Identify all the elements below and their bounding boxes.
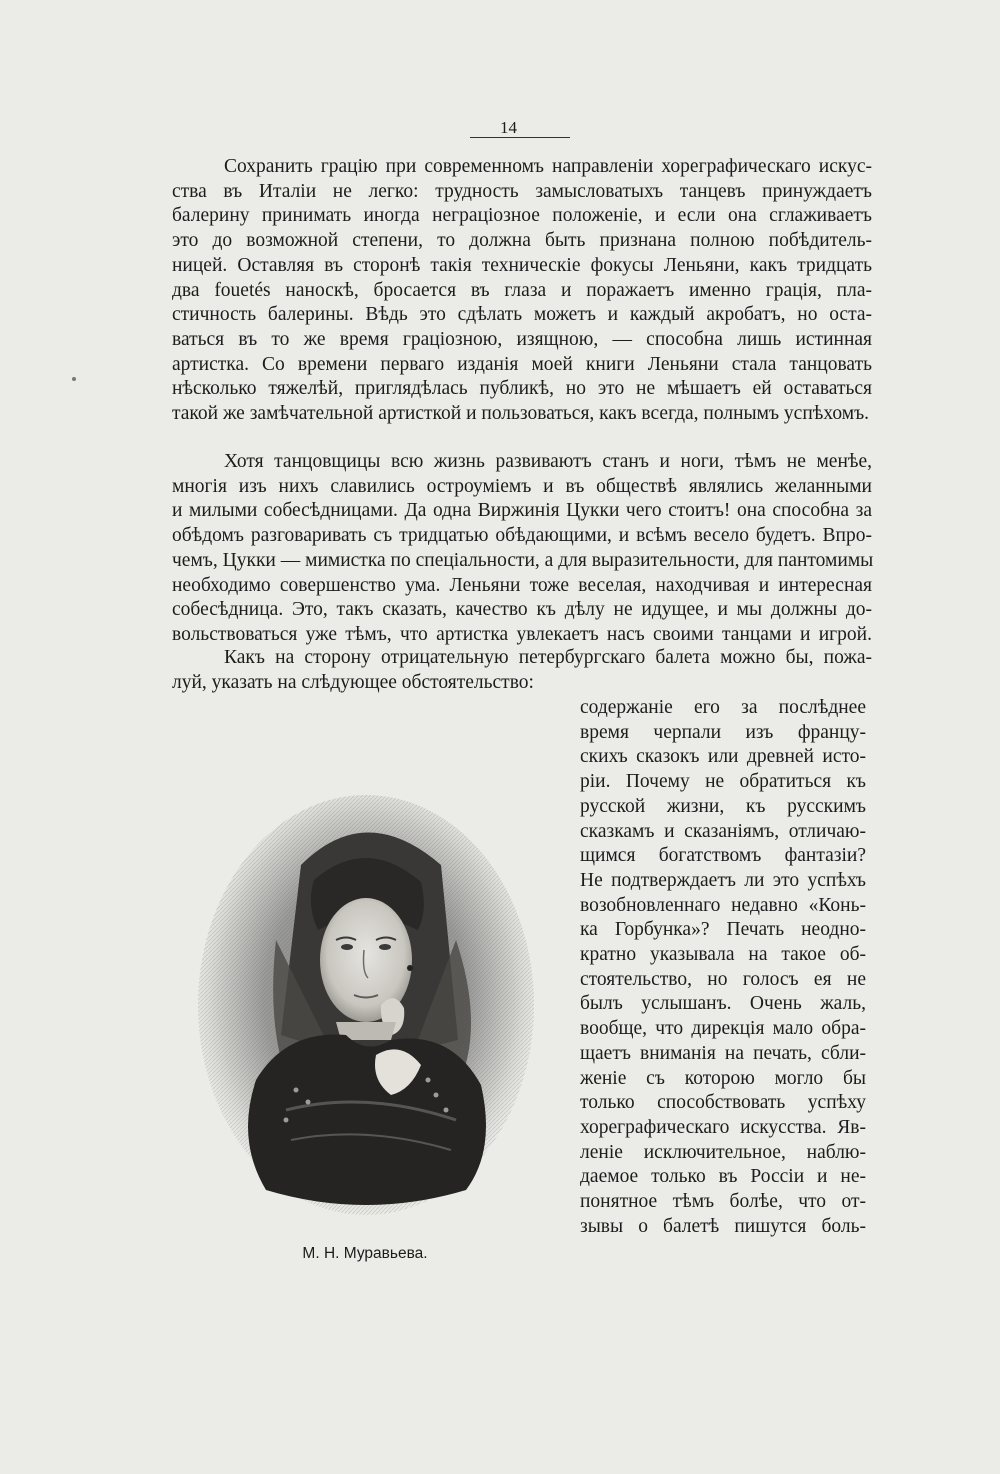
column-text — [580, 696, 866, 1239]
text-line: стоятельство, но голосъ ея не — [580, 968, 866, 990]
text-line: обѣдомъ разговаривать съ тридцатью обѣдающими, и всѣмъ весело будетъ. Впро- — [172, 525, 872, 547]
paragraph-3 — [172, 646, 872, 695]
text-line: два fouetés наноскѣ, бросается въ глаза и поражаетъ именно грація, пла- — [172, 279, 872, 301]
text-line: многія изъ нихъ славились остроуміемъ и въ обществѣ являлись желанными — [172, 475, 872, 497]
text-line: чемъ, Цукки — мимистка по спеціальности, а для выразительности, для пантомимы — [172, 549, 874, 571]
text-line: луй, указать на слѣдующее обстоятельство: — [172, 671, 534, 693]
text-line: зывы о балетѣ пишутся боль- — [580, 1215, 866, 1237]
text-line: время черпали изъ францу- — [580, 721, 866, 743]
text-line: возобновленнаго недавно «Конь- — [580, 894, 866, 916]
text-line: понятное тѣмъ болѣе, что от- — [580, 1191, 866, 1213]
text-line: ваться въ то же время граціозною, изящною, — способна лишь истинная — [172, 328, 872, 350]
text-line: вообще, что дирекція мало обра- — [580, 1018, 866, 1040]
text-line: необходимо совершенство ума. Леньяни тоже веселая, находчивая и интересная — [172, 574, 872, 596]
text-line: щимся богатствомъ фантазіи? — [580, 845, 866, 867]
paragraph-2 — [172, 450, 872, 648]
text-line: кратно указывала на такое об- — [580, 944, 866, 966]
text-line: нѣсколько тяжелѣй, приглядѣлась публикѣ, но это не мѣшаетъ ей оставаться — [172, 378, 872, 400]
text-line: былъ услышанъ. Очень жаль, — [580, 993, 866, 1015]
text-line: такой же замѣчательной артисткой и пользоваться, какъ всегда, полнымъ успѣхомъ. — [172, 403, 870, 425]
text-line: женіе съ которою могло бы — [580, 1067, 866, 1089]
text-line: Не подтверждаетъ ли это успѣхъ — [580, 869, 866, 891]
text-line: Какъ на сторону отрицательную петербургскаго балета можно бы, пожа- — [224, 647, 872, 668]
text-line: стичность балерины. Вѣдь это сдѣлать можетъ и каждый акробатъ, но оста- — [172, 304, 872, 326]
text-line: ства въ Италіи не легко: трудность замысловатыхъ танцевъ принуждаетъ — [172, 180, 872, 202]
text-line: скихъ сказокъ или древней исто- — [580, 746, 866, 768]
text-line: и милыми собесѣдницами. Да одна Виржинія Цукки чего стоитъ! она способна за — [172, 500, 872, 522]
text-line: даемое только въ Россіи и не- — [580, 1166, 866, 1188]
page-number-rule — [470, 137, 570, 138]
page-number: 14 — [500, 118, 517, 137]
paragraph-1 — [172, 155, 872, 427]
portrait-caption: М. Н. Муравьева. — [302, 1245, 428, 1262]
text-line: щаетъ вниманія на печать, сбли- — [580, 1042, 866, 1064]
text-line: Хотя танцовщицы всю жизнь развиваютъ станъ и ноги, тѣмъ не менѣе, — [224, 451, 872, 472]
text-line: вольствоваться уже тѣмъ, что артистка увлекаетъ насъ своими танцами и игрой. — [172, 623, 872, 645]
text-line: ка Горбунка»? Печать неодно- — [580, 919, 866, 941]
text-line: только способствовать успѣху — [580, 1092, 866, 1114]
print-speck — [72, 377, 76, 381]
portrait-image — [196, 790, 536, 1220]
text-line: содержаніе его за послѣднее — [580, 697, 866, 718]
text-line: собесѣдница. Это, такъ сказать, качество къ дѣлу не идущее, и мы должны до- — [172, 599, 872, 621]
text-line: леніе исключительное, наблю- — [580, 1141, 866, 1163]
text-line: хореграфическаго искусства. Яв- — [580, 1116, 866, 1138]
text-line: Сохранить грацію при современномъ направленіи хореграфическаго искус- — [224, 156, 872, 177]
text-line: русской жизни, къ русскимъ — [580, 795, 866, 817]
text-line: артистка. Со времени перваго изданія моей книги Леньяни стала танцовать — [172, 353, 872, 375]
text-line: балерину принимать иногда неграціозное положеніе, и если она сглаживаетъ — [172, 205, 872, 227]
text-line: это до возможной степени, то должна быть признана полною побѣдитель- — [172, 230, 872, 252]
text-line: ріи. Почему не обратиться къ — [580, 771, 866, 793]
text-line: сказкамъ и сказаніямъ, отличаю- — [580, 820, 866, 842]
text-line: ницей. Оставляя въ сторонѣ такія техническіе фокусы Леньяни, какъ тридцать — [172, 254, 872, 276]
portrait-engraving — [196, 790, 536, 1220]
